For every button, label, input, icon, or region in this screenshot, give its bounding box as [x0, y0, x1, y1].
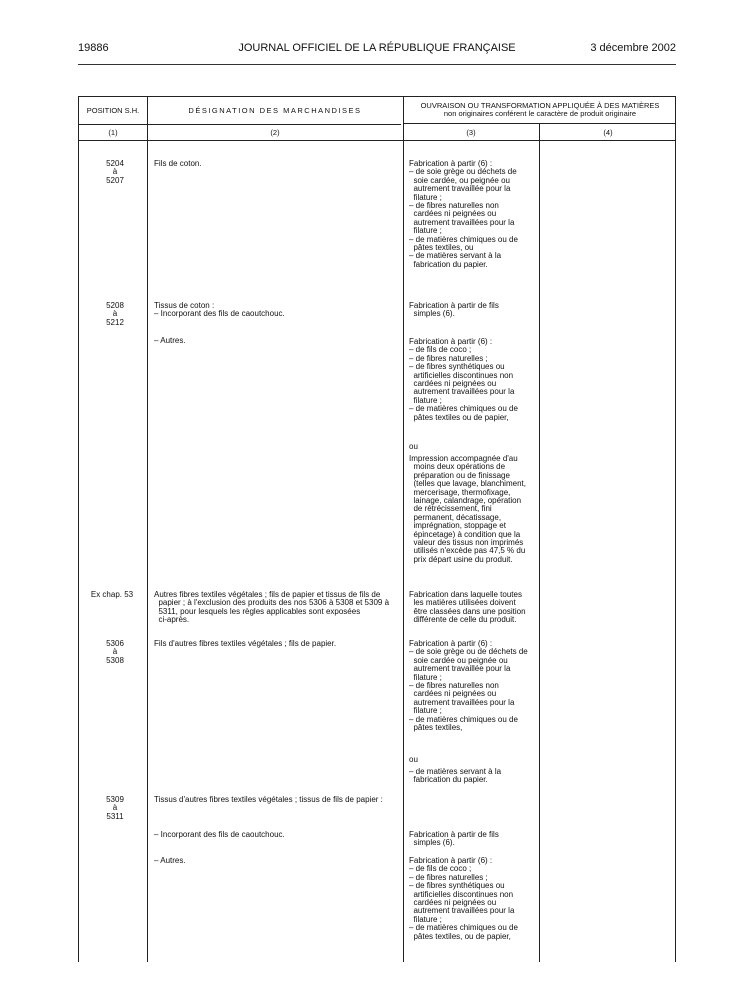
- row-position: Ex chap. 53: [90, 590, 134, 599]
- header-transformation: [403, 102, 677, 119]
- row-designation: – Incorporant des fils de caoutchouc.: [154, 830, 285, 839]
- row-designation: – Autres.: [154, 336, 186, 345]
- row-designation: Tissus de coton : – Incorporant des fils de caoutchouc.: [154, 301, 285, 319]
- header-rule: [78, 64, 676, 65]
- issue-date: 3 décembre 2002: [590, 42, 676, 54]
- colnum-2: (2): [270, 128, 280, 137]
- row-rule-or: ou: [409, 442, 418, 451]
- journal-title: JOURNAL OFFICIEL DE LA RÉPUBLIQUE FRANÇAISE: [238, 42, 516, 54]
- row-designation: Autres fibres textiles végétales ; fils de papier et tissus de fils de papier ; à l'exclusion des produits des nos 5306 à 5308 et 5309 à 5311, pour lesquels les règles applicables sont exposées ci-après.: [154, 590, 390, 625]
- row-rule: Fabrication dans laquelle toutes les matières utilisées doivent être classées dans une position différente de celle du produit.: [409, 590, 526, 625]
- row-rule-alt: Impression accompagnée d'au moins deux opérations de préparation ou de finissage (telles que lavage, blanchiment, mercerisage, thermofixage, lainage, calandrage, opération de rétrécissement, fini permanent, décatissage, imprégnation, stoppage et épincetage) à condition que la valeur des tissus non imprimés utilisés n'excède pas 47,5 % du prix départ usine du produit.: [409, 454, 526, 564]
- colnum-4: (4): [603, 128, 613, 137]
- row-rule: Fabrication à partir (6) : – de soie grège ou déchets de soie cardée, ou peignée ou autrement travaillée pour la filature ; – de fibres naturelles non cardées ni peignées ou autrement travaillées pour la filature ; – de matières chimiques ou de pâtes textiles, ou – de matières servant à la fabrication du papier.: [409, 159, 518, 269]
- header-subrule: [403, 123, 675, 124]
- row-position: 5309 à 5311: [106, 795, 124, 821]
- row-rule-or: ou: [409, 755, 418, 764]
- header-transformation-line1: OUVRAISON OU TRANSFORMATION APPLIQUÉE À DES MATIÈRES: [420, 101, 660, 110]
- row-rule: Fabrication à partir (6) : – de soie grège ou de déchets de soie cardée ou peignée ou autrement travaillée pour la filature ; – de fibres naturelles non cardées ni peignées ou autrement travaillées pour la filature ; – de matières chimiques ou de pâtes textiles,: [409, 639, 528, 733]
- page-number: 19886: [78, 42, 109, 54]
- row-rule-alt: – de matières servant à la fabrication du papier.: [409, 767, 502, 785]
- col-divider-3: [539, 123, 540, 962]
- row-position: 5208 à 5212: [106, 301, 124, 327]
- header-designation: DÉSIGNATION DES MARCHANDISES: [188, 106, 362, 115]
- row-rule: Fabrication à partir (6) : – de fils de coco ; – de fibres naturelles ; – de fibres synthétiques ou artificielles discontinues non cardées ni peignées ou autrement travaillées pour la filature ; – de matières chimiques ou de pâtes textiles ou de papier,: [409, 337, 518, 422]
- row-rule: Fabrication à partir (6) : – de fils de coco ; – de fibres naturelles ; – de fibres synthétiques ou artificielles discontinues non cardées ni peignées ou autrement travaillées pour la filature ; – de matières chimiques ou de pâtes textiles, ou de papier,: [409, 856, 518, 941]
- header-transformation-line2: non originaires conférent le caractère de produit originaire: [443, 109, 637, 119]
- row-position: 5306 à 5308: [106, 639, 124, 665]
- col-divider-1: [147, 97, 148, 962]
- page-header: [78, 42, 676, 56]
- row-position: 5204 à 5207: [106, 159, 124, 185]
- colnum-3: (3): [466, 128, 476, 137]
- rules-table: [78, 96, 676, 962]
- row-designation: – Autres.: [154, 856, 186, 865]
- row-rule: Fabrication à partir de fils simples (6).: [409, 301, 499, 319]
- colnum-rule: [79, 140, 675, 141]
- header-position: POSITION S.H.: [86, 106, 140, 115]
- row-designation: Fils d'autres fibres textiles végétales ; fils de papier.: [154, 639, 337, 648]
- row-designation: Fils de coton.: [154, 159, 202, 168]
- row-designation: Tissus d'autres fibres textiles végétales ; tissus de fils de papier :: [154, 795, 383, 804]
- colnum-1: (1): [108, 128, 118, 137]
- col-divider-2: [403, 97, 404, 962]
- row-rule: Fabrication à partir de fils simples (6).: [409, 830, 499, 848]
- header-rule-left: [79, 124, 401, 125]
